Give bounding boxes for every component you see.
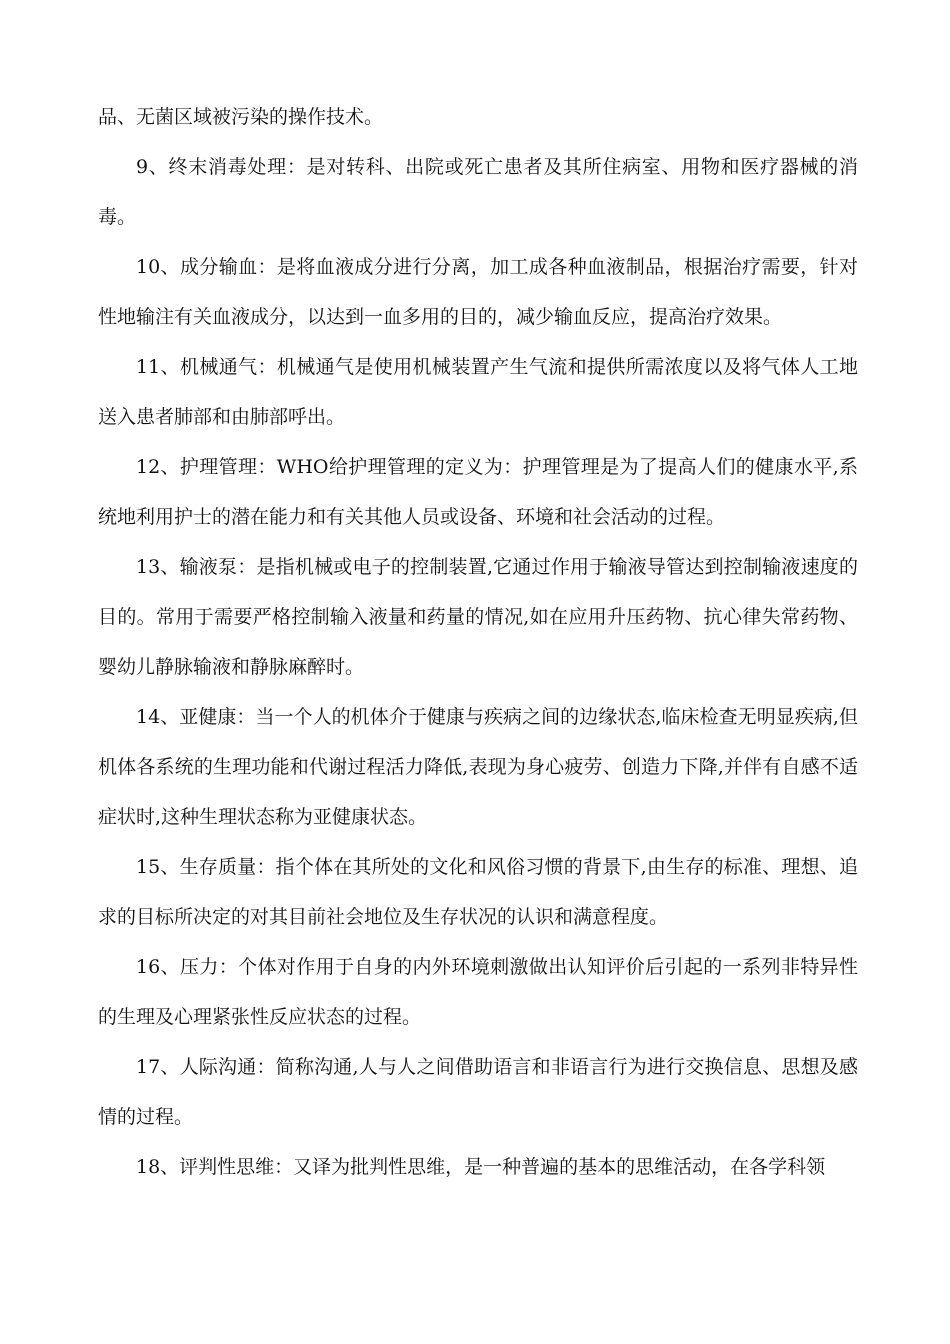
document-body xyxy=(98,92,858,1192)
paragraph-13-infusion-pump: 13、输液泵：是指机械或电子的控制装置,它通过作用于输液导管达到控制输液速度的目的。常用于需要严格控制输入液量和药量的情况,如在应用升压药物、抗心律失常药物、婴幼儿静脉输液和静脉麻醉时。 xyxy=(98,556,858,678)
paragraph-14-sub-health: 14、亚健康：当一个人的机体介于健康与疾病之间的边缘状态,临床检查无明显疾病,但机体各系统的生理功能和代谢过程活力降低,表现为身心疲劳、创造力下降,并伴有自感不适症状时,这种生理状态称为亚健康状态。 xyxy=(98,706,858,828)
paragraph-9-terminal-disinfection: 9、终末消毒处理：是对转科、出院或死亡患者及其所住病室、用物和医疗器械的消毒。 xyxy=(98,156,858,228)
paragraph-12-nursing-management: 12、护理管理：WHO给护理管理的定义为：护理管理是为了提高人们的健康水平,系统地利用护士的潜在能力和有关其他人员或设备、环境和社会活动的过程。 xyxy=(98,456,858,528)
paragraph-10-component-transfusion: 10、成分输血：是将血液成分进行分离，加工成各种血液制品，根据治疗需要，针对性地输注有关血液成分，以达到一血多用的目的，减少输血反应，提高治疗效果。 xyxy=(98,256,858,328)
paragraph-16-stress: 16、压力：个体对作用于自身的内外环境刺激做出认知评价后引起的一系列非特异性的生理及心理紧张性反应状态的过程。 xyxy=(98,956,858,1028)
paragraph-15-quality-of-life: 15、生存质量：指个体在其所处的文化和风俗习惯的背景下,由生存的标准、理想、追求的目标所决定的对其目前社会地位及生存状况的认识和满意程度。 xyxy=(98,856,858,928)
paragraph-continuation: 品、无菌区域被污染的操作技术。 xyxy=(98,106,384,128)
paragraph-18-critical-thinking: 18、评判性思维：又译为批判性思维，是一种普遍的基本的思维活动，在各学科领 xyxy=(136,1156,826,1178)
paragraph-17-interpersonal-communication: 17、人际沟通：简称沟通,人与人之间借助语言和非语言行为进行交换信息、思想及感情的过程。 xyxy=(98,1056,858,1128)
paragraph-11-mechanical-ventilation: 11、机械通气：机械通气是使用机械装置产生气流和提供所需浓度以及将气体人工地送入患者肺部和由肺部呼出。 xyxy=(98,356,858,428)
